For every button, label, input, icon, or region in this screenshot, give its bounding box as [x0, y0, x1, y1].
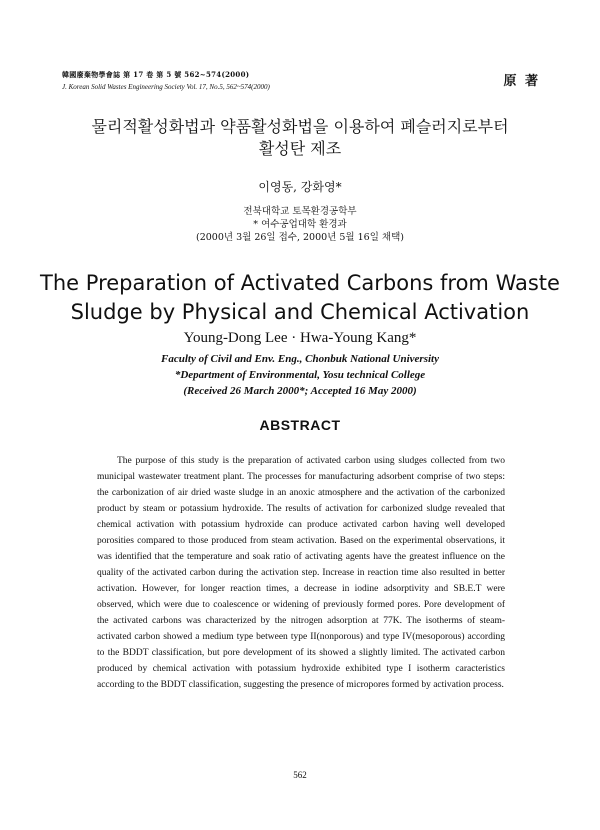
- page-number: 562: [293, 770, 307, 780]
- korean-affiliations: [40, 205, 560, 244]
- korean-title: [40, 116, 560, 160]
- korean-title-line-2: 활성탄 제조: [258, 139, 342, 158]
- korean-dates: (2000년 3월 26일 접수, 2000년 5월 16일 채택): [196, 232, 404, 243]
- english-affiliation-1: Faculty of Civil and Env. Eng., Chonbuk National University: [161, 353, 439, 365]
- abstract-heading: ABSTRACT: [259, 417, 341, 433]
- english-title: [30, 269, 570, 327]
- english-title-line-2: Sludge by Physical and Chemical Activation: [70, 300, 530, 324]
- english-authors: Young-Dong Lee · Hwa-Young Kang*: [183, 330, 417, 346]
- journal-citation-english: J. Korean Solid Wastes Engineering Society Vol. 17, No.5, 562~574(2000): [62, 83, 270, 91]
- english-affiliations: [40, 351, 560, 399]
- korean-affiliation-2: * 여수공업대학 환경과: [253, 219, 347, 230]
- english-dates: (Received 26 March 2000*; Accepted 16 May 2000): [183, 385, 417, 397]
- article-type-badge: 原 著: [503, 74, 540, 89]
- korean-title-line-1: 물리적활성화법과 약품활성화법을 이용하여 폐슬러지로부터: [91, 117, 509, 136]
- english-affiliation-2: *Department of Environmental, Yosu technical College: [174, 369, 426, 381]
- english-title-line-1: The Preparation of Activated Carbons from Waste: [40, 271, 560, 295]
- abstract-body: The purpose of this study is the preparation of activated carbon using sludges collected from two municipal wastewater treatment plant. The processes for manufacturing adsorbent comprise of two steps: the carbonization of air dried waste sludge in an anoxic atmosphere and the activation of the carbonized product by steam or potassium hydroxide. The results of activation for carbonized sludge revealed that chemical activation with potassium hydroxide can produce activated carbon having well developed porosities compared to those produced from steam activation. Based on the experimental observations, it was identified that the temperature and soak ratio of activating agents have the greatest influence on the quality of the activated carbon during the activation step. Increase in reaction time also resulted in better activation. However, for longer reaction times, a decrease in iodine adsorptivity and SB.E.T were observed, which were due to coalescence or widening of previously formed pores. Pore development of the activated carbons was characterized by the nitrogen adsorption at 77K. The isotherms of steam-activated carbon showed a medium type between type II(nonporous) and type IV(mesoporous) according to the BDDT classification, but pore development of its showed a slightly limited. The activated carbon produced by chemical activation with potassium hydroxide exhibited type I isotherm caracteristics according to the BDDT classification, suggesting the presence of micropores formed by activation process.: [97, 456, 505, 690]
- korean-authors: 이영동, 강화영*: [258, 180, 342, 194]
- korean-affiliation-1: 전북대학교 토목환경공학부: [243, 206, 357, 217]
- journal-citation-korean: 韓國廢棄物學會誌 第 17 卷 第 5 號 562~574(2000): [62, 70, 250, 79]
